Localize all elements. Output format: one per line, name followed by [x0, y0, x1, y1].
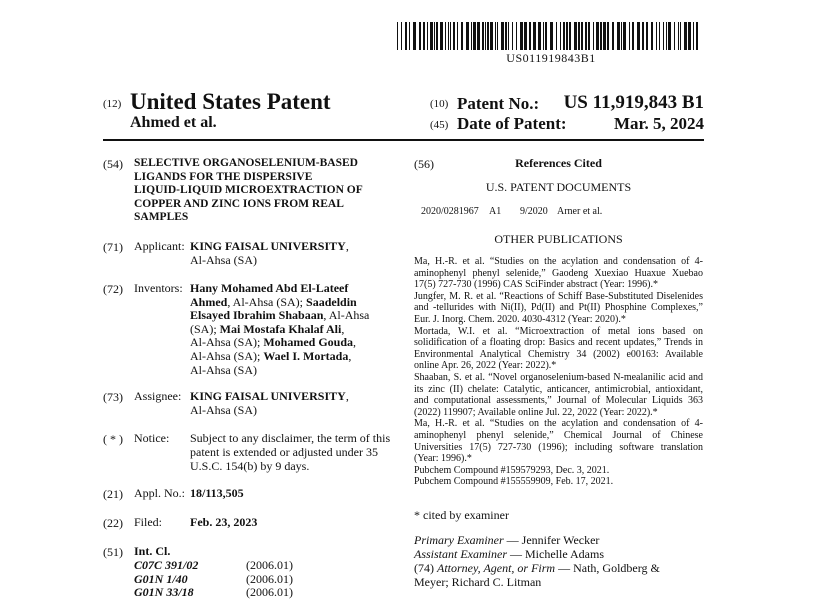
attorney-label: Attorney, Agent, or Firm [437, 561, 556, 575]
header-rule [103, 139, 704, 141]
filed-label: Filed: [134, 515, 163, 529]
inventor-summary: Ahmed et al. [130, 114, 217, 131]
barcode-bar [646, 22, 648, 50]
barcode-bar [607, 22, 609, 50]
applicant [190, 240, 349, 268]
barcode-bar [453, 22, 455, 50]
barcode-bar [427, 22, 428, 50]
barcode-bar [434, 22, 435, 50]
barcode-bar [430, 22, 433, 50]
inventor-location: , Al-Ahsa [323, 308, 370, 323]
barcode-bar [490, 22, 493, 50]
barcode-bar [680, 22, 681, 50]
applicant-sep: , [345, 239, 349, 253]
publication-entry: Ma, H.-R. et al. “Studies on the acylation and condensation of 4-aminophenyl phenyl selenide,” Gaodeng Xuexiao Huaxue Xuebao 17(5) 727-730 (1996) CAS SciFinder abstract (Year: 1996).* [414, 256, 703, 291]
inventor-location: Al-Ahsa (SA); [190, 348, 264, 363]
barcode-bar [684, 22, 687, 50]
barcode-bar [482, 22, 484, 50]
barcode-bar [413, 22, 416, 50]
barcode-bar [409, 22, 410, 50]
publication-entry: Jungfer, M. R. et al. “Reactions of Schiff Base-Substituted Diselenides and -tellurides with Ni(II), Pd(II) and Pt(II) Phosphine Complexes,” Eur. J. Inorg. Chem. 2020. 4030-4312 (Year: 2020).* [414, 290, 703, 325]
filed-value: Feb. 23, 2023 [190, 515, 258, 529]
barcode-bar [401, 22, 402, 50]
barcode-bar [524, 22, 527, 50]
barcode-bar [696, 22, 698, 50]
code-12: (12) [103, 98, 122, 110]
barcode-bar [423, 22, 425, 50]
barcode-bar [574, 22, 577, 50]
barcode-bar [566, 22, 568, 50]
appl-no-label: Appl. No.: [134, 486, 185, 500]
code-72: (72) [103, 282, 123, 296]
barcode-bar [448, 22, 449, 50]
assistant-examiner [414, 548, 604, 562]
us-doc-date: 9/2020 [520, 206, 548, 217]
int-cl-table [134, 559, 293, 600]
barcode-bar [637, 22, 640, 50]
inventor-name: Wael I. Mortada [263, 348, 349, 363]
assistant-examiner-name: — Michelle Adams [507, 547, 604, 561]
inventor-location: Al-Ahsa (SA) [190, 362, 257, 377]
barcode-bar [556, 22, 557, 50]
barcode-bar [545, 22, 547, 50]
barcode-bar [487, 22, 489, 50]
int-cl-code: C07C 391/02 [134, 558, 199, 572]
inventor-location: Al-Ahsa (SA); [190, 335, 264, 350]
barcode-bar [678, 22, 679, 50]
barcode-bar [563, 22, 565, 50]
barcode-bar [663, 22, 664, 50]
barcode-bar [600, 22, 602, 50]
title-line: LIGANDS FOR THE DISPERSIVE [134, 170, 313, 183]
barcode-bar [450, 22, 451, 50]
barcode-bar [659, 22, 660, 50]
title-line: COPPER AND ZINC IONS FROM REAL [134, 197, 344, 210]
appl-no-value: 18/113,505 [190, 486, 244, 500]
barcode-bar [419, 22, 421, 50]
barcode-bar [642, 22, 644, 50]
barcode-bar [505, 22, 507, 50]
barcode-bar [533, 22, 536, 50]
barcode-bar [397, 22, 398, 50]
publication-entry: Pubchem Compound #155559909, Feb. 17, 2021. [414, 476, 614, 488]
barcode-bar [688, 22, 691, 50]
barcode-bar [588, 22, 590, 50]
notice-line: U.S.C. 154(b) by 9 days. [190, 458, 310, 473]
notice-line: Subject to any disclaimer, the term of this [190, 431, 391, 445]
barcode-bar [485, 22, 486, 50]
barcode-bar [596, 22, 599, 50]
barcode-bar [666, 22, 667, 50]
int-cl-row [134, 573, 293, 587]
inventors-label: Inventors: [134, 281, 183, 295]
assignee-location: Al-Ahsa (SA) [190, 402, 257, 417]
applicant-name: KING FAISAL UNIVERSITY [190, 239, 346, 253]
barcode-bar [512, 22, 513, 50]
inventor-name: Ahmed [190, 294, 228, 309]
barcode-bar [495, 22, 496, 50]
barcode [397, 22, 703, 50]
barcode-bar [471, 22, 472, 50]
code-45: (45) [430, 119, 449, 131]
inventor-location: , Al-Ahsa (SA); [227, 294, 307, 309]
barcode-bar [516, 22, 517, 50]
barcode-bar [617, 22, 620, 50]
publication-entry: Ma, H.-R. et al. “Studies on the acylation and condensation of 4-aminophenyl phenyl selenide,” Chemical Journal of Chinese Universities 17(5) 727-730 (1996); including software translation (Year: 1996).* [414, 418, 703, 465]
code-73: (73) [103, 390, 123, 404]
barcode-bar [560, 22, 561, 50]
date-of-patent-label: Date of Patent: [457, 114, 567, 133]
notice-label: Notice: [134, 431, 170, 445]
int-cl-label: Int. Cl. [134, 544, 171, 558]
barcode-bar [508, 22, 509, 50]
barcode-bar [538, 22, 541, 50]
title-line: SELECTIVE ORGANOSELENIUM-BASED [134, 157, 358, 169]
code-22: (22) [103, 516, 123, 530]
title-line: LIQUID-LIQUID MICROEXTRACTION OF [134, 184, 363, 197]
primary-examiner-name: — Jennifer Wecker [503, 533, 600, 547]
int-cl-year: (2006.01) [246, 585, 293, 599]
code-notice: ( * ) [103, 432, 123, 446]
barcode-bar [466, 22, 469, 50]
attorney-line-1 [414, 562, 660, 576]
patent-no-value: US 11,919,843 B1 [563, 92, 704, 113]
references-cited-title: References Cited [515, 156, 602, 170]
other-publications-title: OTHER PUBLICATIONS [494, 232, 623, 246]
barcode-bar [581, 22, 583, 50]
publication-entry: Mortada, W.I. et al. “Microextraction of metal ions based on solidification of a floating drop: Basics and recent updates,” Trends in Environmental Analytical Chemistry 34 (2002) e00163: Available online Apr. 26, 2022 (Year: 2022).* [414, 325, 703, 372]
inventor-name: Saadeldin [306, 294, 357, 309]
code-54: (54) [103, 157, 123, 171]
barcode-bar [405, 22, 407, 50]
barcode-bar [674, 22, 675, 50]
int-cl-year: (2006.01) [246, 571, 293, 586]
barcode-bar [632, 22, 634, 50]
int-cl-code: G01N 33/18 [134, 585, 194, 599]
barcode-bar [651, 22, 653, 50]
code-10: (10) [430, 98, 449, 110]
barcode-bar [501, 22, 504, 50]
assignee-name: KING FAISAL UNIVERSITY [190, 389, 346, 403]
int-cl-code: G01N 1/40 [134, 571, 188, 586]
patent-office-title: United States Patent [130, 89, 331, 114]
barcode-bar [473, 22, 476, 50]
applicant-label: Applicant: [134, 239, 185, 253]
barcode-bar [529, 22, 531, 50]
invention-title [134, 157, 363, 225]
assignee-label: Assignee: [134, 389, 182, 403]
barcode-bar [693, 22, 694, 50]
assignee-sep: , [345, 389, 349, 403]
publication-entry: Shaaban, S. et al. “Novel organoselenium-based N-mealanilic acid and its zinc (II) chelate: Catalytic, anticancer, antimicrobial, antioxidant, and computational assessments,” Journal of Molecular Liquids 363 (2022) 119907; Available online Jul. 22, 2022 (Year: 2022).* [414, 371, 703, 418]
cited-by-examiner: * cited by examiner [414, 508, 509, 522]
barcode-bar [477, 22, 480, 50]
attorney-code: (74) [414, 561, 437, 575]
us-doc-kind: A1 [489, 206, 502, 217]
patent-no-label: Patent No.: [457, 94, 540, 113]
barcode-bar [440, 22, 443, 50]
inventor-sep: , [341, 321, 345, 336]
int-cl-row [134, 586, 293, 600]
barcode-bar [585, 22, 587, 50]
assignee [190, 390, 349, 418]
attorney-names: — Nath, Goldberg & [555, 561, 660, 575]
code-56: (56) [414, 157, 434, 171]
code-51: (51) [103, 545, 123, 559]
int-cl-row [134, 559, 293, 573]
int-cl-year: (2006.01) [246, 558, 293, 572]
publication-entry: Pubchem Compound #159579293, Dec. 3, 2021. [414, 464, 610, 476]
barcode-bar [578, 22, 580, 50]
assistant-examiner-label: Assistant Examiner [414, 547, 507, 561]
barcode-bar [668, 22, 671, 50]
barcode-bar [543, 22, 544, 50]
barcode-bar [593, 22, 594, 50]
inventor-location: (SA); [190, 321, 220, 336]
code-71: (71) [103, 240, 123, 254]
inventor-name: Elsayed Ibrahim Shabaan [190, 308, 324, 323]
barcode-bar [520, 22, 523, 50]
barcode-bar [569, 22, 571, 50]
inventor-name: Hany Mohamed Abd El-Lateef [190, 281, 349, 295]
barcode-bar [656, 22, 657, 50]
barcode-bar [603, 22, 606, 50]
inventors [190, 282, 369, 377]
code-21: (21) [103, 487, 123, 501]
inventor-sep: , [348, 348, 352, 363]
inventor-name: Mohamed Gouda [263, 335, 354, 350]
us-doc-name: Arner et al. [557, 206, 603, 217]
inventor-name: Mai Mostafa Khalaf Ali [219, 321, 342, 336]
primary-examiner-label: Primary Examiner [414, 533, 504, 547]
us-patent-docs-title: U.S. PATENT DOCUMENTS [485, 180, 632, 194]
barcode-bar [550, 22, 553, 50]
attorney-line-2: Meyer; Richard C. Litman [414, 575, 542, 589]
notice-line: patent is extended or adjusted under 35 [190, 444, 378, 459]
barcode-bar [457, 22, 458, 50]
inventor-sep: , [353, 335, 357, 350]
notice-text [190, 432, 391, 473]
barcode-bar [461, 22, 463, 50]
barcode-bar [621, 22, 622, 50]
barcode-bar [497, 22, 498, 50]
date-of-patent-value: Mar. 5, 2024 [613, 114, 704, 133]
title-line: SAMPLES [134, 211, 189, 224]
barcode-bar [623, 22, 626, 50]
barcode-bar [436, 22, 438, 50]
barcode-bar [629, 22, 630, 50]
primary-examiner [414, 534, 599, 548]
applicant-location: Al-Ahsa (SA) [190, 252, 257, 267]
barcode-bar [612, 22, 614, 50]
barcode-bar [445, 22, 446, 50]
us-doc-number: 2020/0281967 [421, 206, 479, 217]
barcode-number: US011919843B1 [506, 51, 596, 65]
other-publications-list [414, 256, 703, 488]
